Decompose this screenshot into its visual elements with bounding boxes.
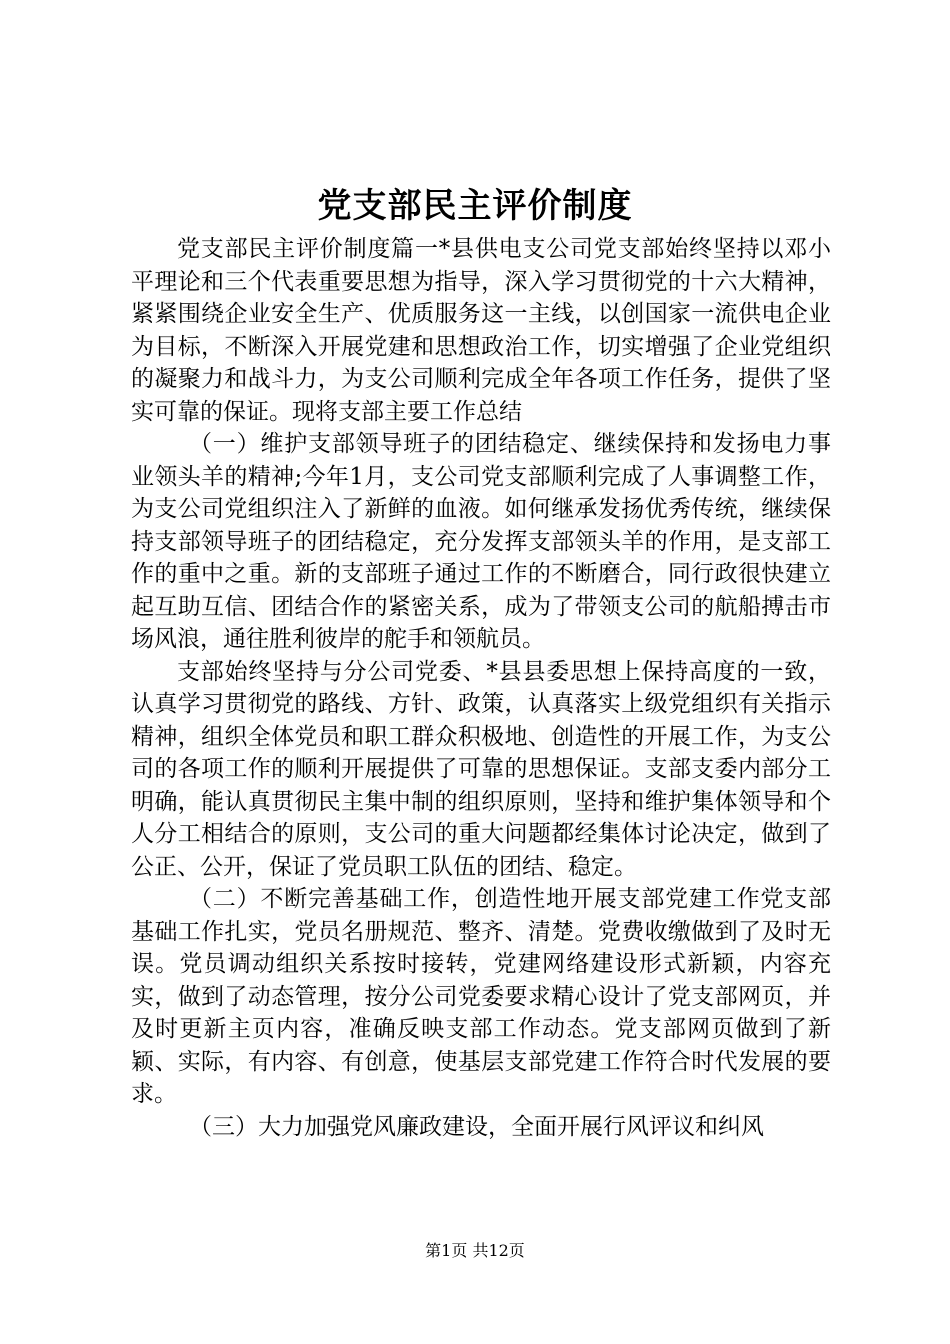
page-number-footer: 第1页 共12页 bbox=[425, 1241, 525, 1260]
document-title: 党支部民主评价制度 bbox=[317, 186, 633, 226]
paragraph-intro: 党支部民主评价制度篇一*县供电支公司党支部始终坚持以邓小平理论和三个代表重要思想为指导，深入学习贯彻党的十六大精神，紧紧围绕企业安全生产、优质服务这一主线，以创国家一流供电企业为目标，不断深入开展党建和思想政治工作，切实增强了企业党组织的凝聚力和战斗力，为支公司顺利完成全年各项工作任务，提供了坚实可靠的保证。现将支部主要工作总结 bbox=[131, 236, 831, 425]
paragraph-section-2: （二）不断完善基础工作，创造性地开展支部党建工作党支部基础工作扎实，党员名册规范、整齐、清楚。党费收缴做到了及时无误。党员调动组织关系按时接转，党建网络建设形式新颖，内容充实，做到了动态管理，按分公司党委要求精心设计了党支部网页，并及时更新主页内容，准确反映支部工作动态。党支部网页做到了新颖、实际，有内容、有创意，使基层支部党建工作符合时代发展的要求。 bbox=[131, 886, 831, 1107]
paragraph-section-1: （一）维护支部领导班子的团结稳定、继续保持和发扬电力事业领头羊的精神;今年1月，支公司党支部顺利完成了人事调整工作，为支公司党组织注入了新鲜的血液。如何继承发扬优秀传统，继续保持支部领导班子的团结稳定，充分发挥支部领头羊的作用，是支部工作的重中之重。新的支部班子通过工作的不断磨合，同行政很快建立起互助互信、团结合作的紧密关系，成为了带领支公司的航船搏击市场风浪，通往胜利彼岸的舵手和领航员。 bbox=[131, 431, 831, 652]
paragraph-section-1-continued: 支部始终坚持与分公司党委、*县县委思想上保持高度的一致，认真学习贯彻党的路线、方针、政策，认真落实上级党组织有关指示精神，组织全体党员和职工群众积极地、创造性的开展工作，为支公司的各项工作的顺利开展提供了可靠的思想保证。支部支委内部分工明确，能认真贯彻民主集中制的组织原则，坚持和维护集体领导和个人分工相结合的原则，支公司的重大问题都经集体讨论决定，做到了公正、公开，保证了党员职工队伍的团结、稳定。 bbox=[131, 658, 831, 880]
paragraph-section-3: （三）大力加强党风廉政建设，全面开展行风评议和纠风 bbox=[189, 1113, 764, 1140]
document-body bbox=[131, 233, 831, 1143]
